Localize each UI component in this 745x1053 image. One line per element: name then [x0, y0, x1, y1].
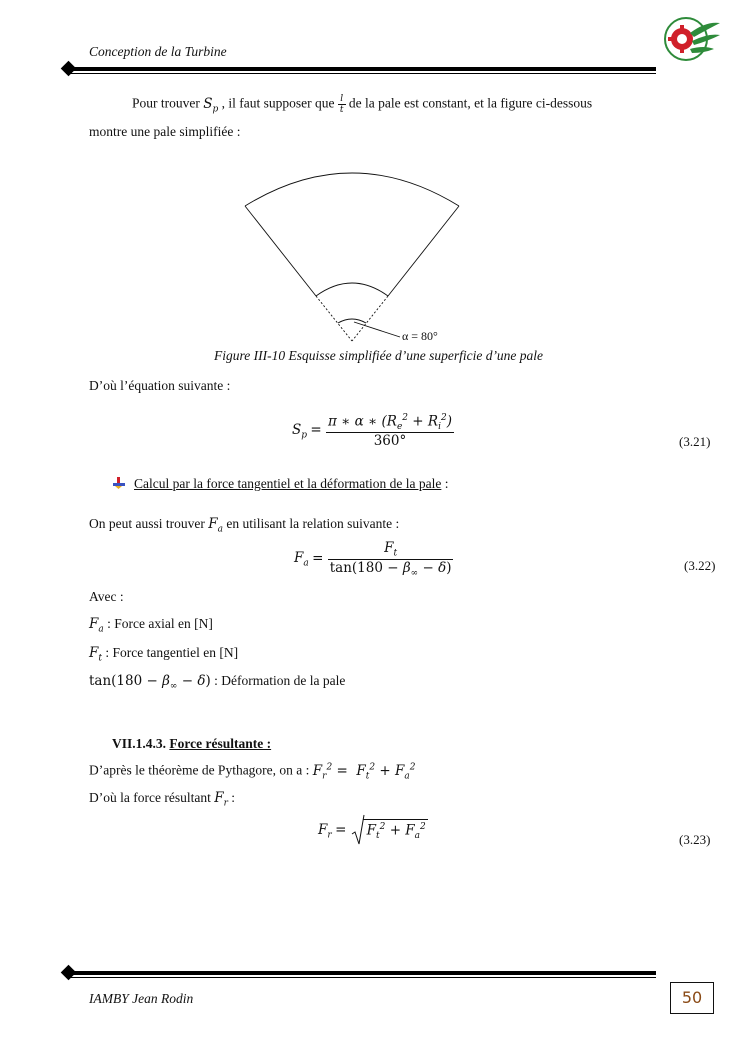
paragraph-pythagore: D’après le théorème de Pythagore, on a : $F_r^2 = F_t^2 + F_a^2$ — [89, 762, 416, 782]
paragraph-avec: Avec : — [89, 589, 124, 604]
equation-number-3-23: (3.23) — [679, 832, 711, 847]
page-number: 50 — [681, 988, 703, 1007]
header-title: Conception de la Turbine — [89, 44, 227, 59]
equation-3-22: $F_a$ = $\frac{F_t}{\tan(180 - \beta_\infty - \delta)}$ — [294, 540, 452, 579]
figure-caption: Figure III-10 Esquisse simplifiée d’une superficie d’une pale — [214, 348, 544, 363]
university-logo — [660, 13, 722, 63]
section-heading: VII.1.4.3. Force résultante : — [112, 736, 272, 751]
definition-fa: $F_a$ : Force axial en [N] — [89, 616, 213, 635]
definition-deformation: $\tan(180 - \beta_\infty - \delta)$ : Déformation de la pale — [89, 673, 346, 692]
fraction-l-over-t: $\frac{l}{t}$ — [339, 94, 344, 115]
equation-number-3-21: (3.21) — [679, 434, 711, 449]
equation-3-21: $S_p$ = $\frac{\pi ∗ \alpha ∗ (R_e^2 + R_i^2)}{360^\circ}$ — [292, 413, 452, 450]
square-root: $F_t^2 + F_a^2$ — [351, 822, 428, 841]
paragraph-dou: D’où l’équation suivante : — [89, 378, 231, 393]
equation-3-22-fraction: $\frac{F_t}{\tan(180 - \beta_\infty - \delta)}$ — [329, 540, 452, 579]
bullet-heading: Calcul par la force tangentiel et la déformation de la pale : — [134, 476, 449, 491]
footer-author: IAMBY Jean Rodin — [89, 991, 194, 1006]
footer-rule-thin — [66, 977, 656, 978]
paragraph-intro-line2: montre une pale simplifiée : — [89, 124, 241, 139]
angle-label: α = 80° — [402, 329, 438, 343]
paragraph-onpeut: On peut aussi trouver $F_a$ en utilisant la relation suivante : — [89, 516, 400, 535]
paragraph-intro: Pour trouver $S_p$ , il faut supposer que $\frac{l}{t}$ de la pale est constant, et la figure ci-dessous — [132, 94, 593, 115]
paragraph-doufr: D’où la force résultant $F_r$ : — [89, 790, 236, 809]
definition-ft: $F_t$ : Force tangentiel en [N] — [89, 645, 239, 664]
header-rule — [66, 67, 656, 71]
equation-3-21-fraction: $\frac{\pi ∗ \alpha ∗ (R_e^2 + R_i^2)}{360^\circ}$ — [328, 413, 452, 450]
header-rule-thin — [66, 73, 656, 74]
bullet-arrow-icon — [112, 476, 126, 494]
equation-number-3-22: (3.22) — [684, 558, 716, 573]
symbol-sp: $S_p$ — [203, 95, 219, 115]
footer-rule — [66, 971, 656, 975]
equation-3-23: $F_r$ = $F_t^2 + F_a^2$ — [318, 822, 428, 841]
page-number-box — [670, 982, 714, 1014]
blade-sketch — [230, 160, 490, 350]
